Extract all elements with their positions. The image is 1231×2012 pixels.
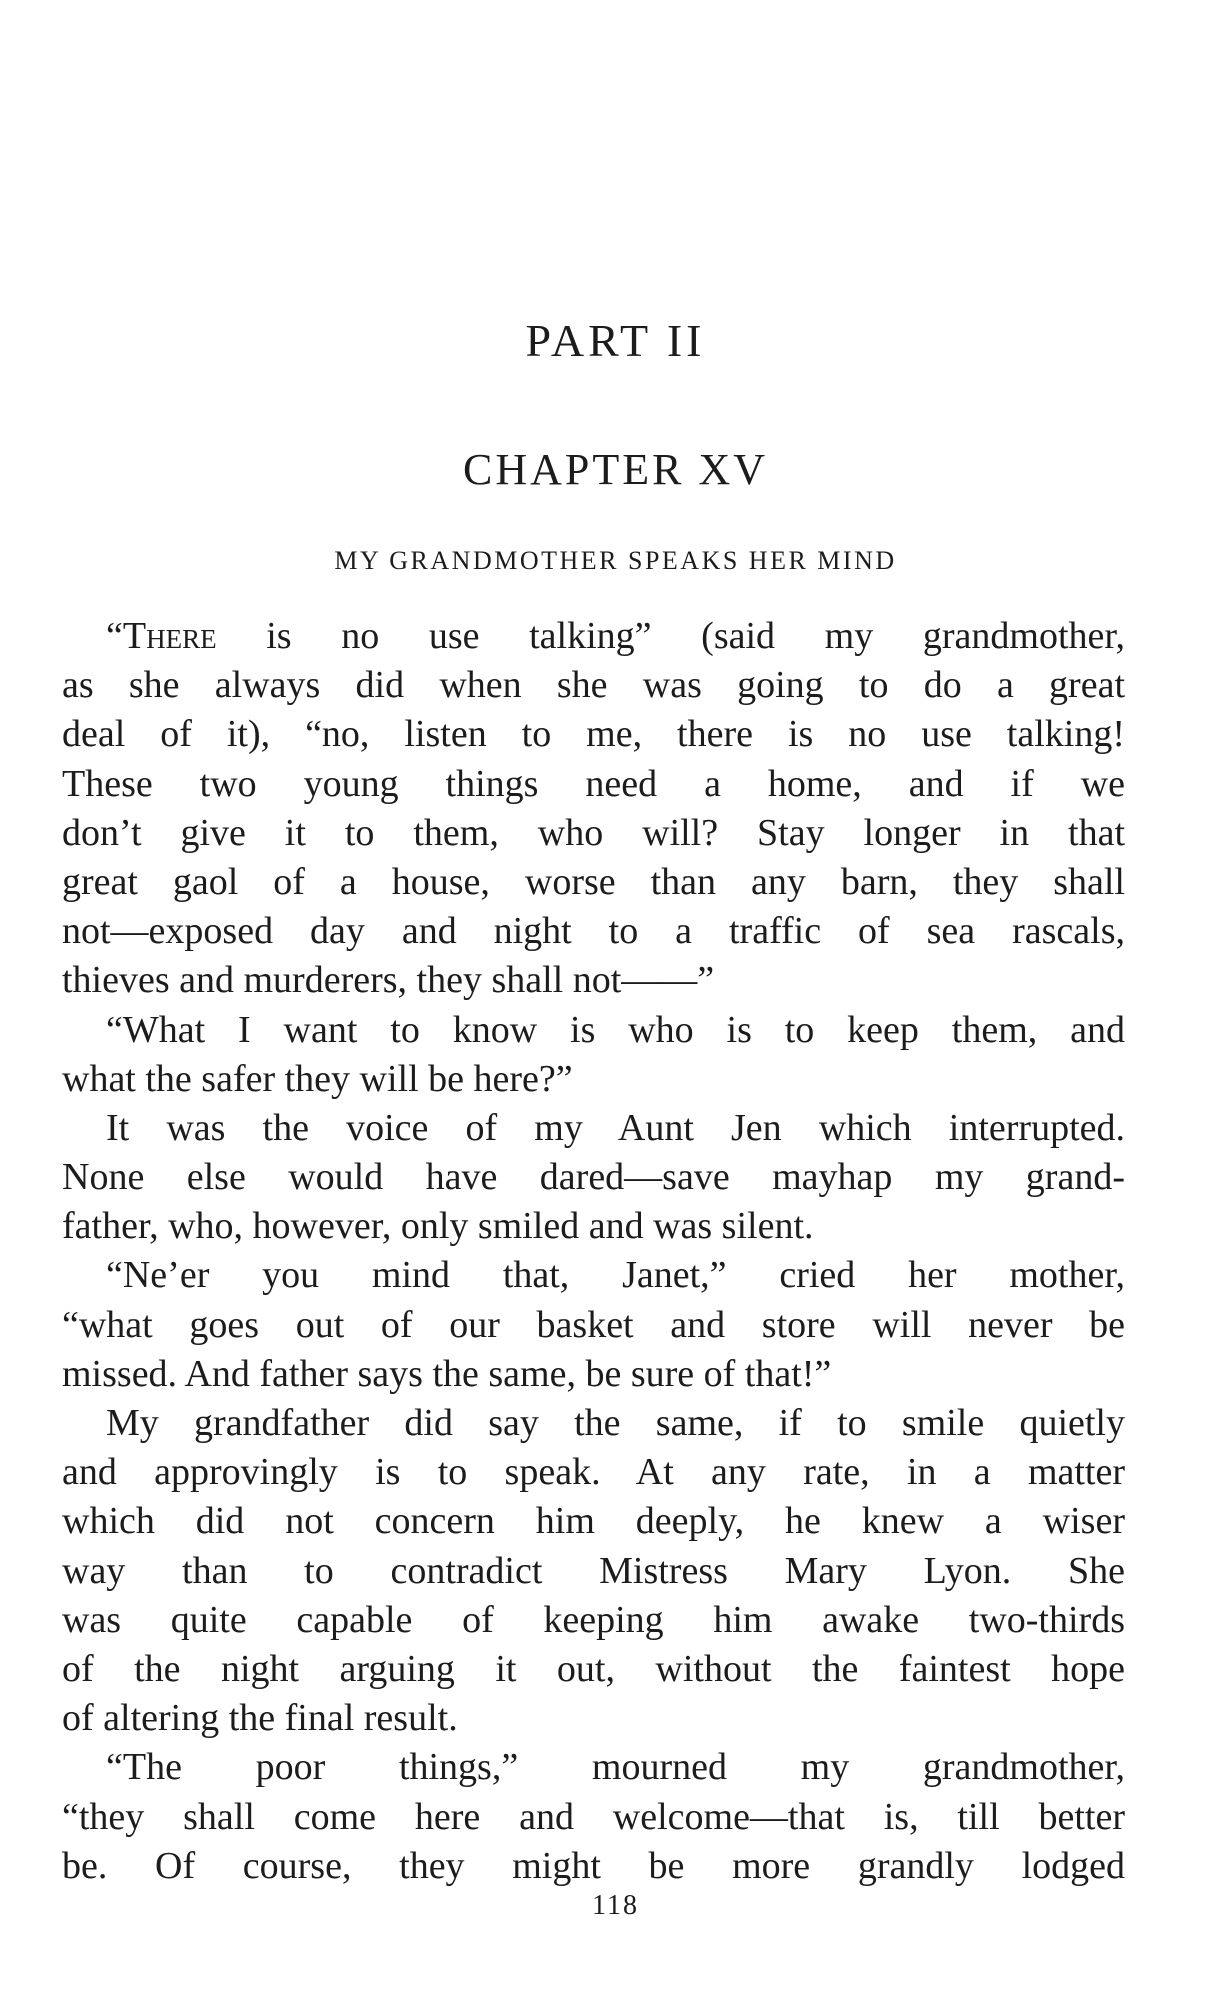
small-caps-word: There [122, 615, 217, 657]
text-line: not—exposed day and night to a traffic of sea rascals, [62, 910, 1125, 953]
text-line: “they shall come here and welcome—that is, till better [62, 1795, 1125, 1838]
text-line: which did not concern him deeply, he knew a wiser [62, 1500, 1125, 1543]
text-line: great gaol of a house, worse than any barn, they shall [62, 860, 1125, 903]
text-line: My grandfather did say the same, if to smile quietly [106, 1402, 1125, 1444]
text-line [62, 612, 1125, 661]
chapter-subtitle: MY GRANDMOTHER SPEAKS HER MIND [334, 546, 897, 575]
text-line: don’t give it to them, who will? Stay longer in that [62, 811, 1125, 854]
page-number: 118 [592, 1890, 639, 1921]
open-quote: “ [106, 615, 123, 657]
text-line: of the night arguing it out, without the faintest hope [62, 1647, 1125, 1690]
text-line: as she always did when she was going to do a great [62, 664, 1125, 707]
text-line: None else would have dared—save mayhap my grand- [62, 1156, 1125, 1199]
text-line: of altering the final result. [62, 1697, 458, 1740]
text-line: was quite capable of keeping him awake two-thirds [62, 1598, 1125, 1641]
text-line: These two young things need a home, and if we [62, 762, 1125, 805]
text-line: “What I want to know is who is to keep them, and [106, 1008, 1125, 1051]
chapter-title: CHAPTER XV [462, 445, 769, 494]
text-line: missed. And father says the same, be sure of that!” [62, 1352, 832, 1395]
text-line: deal of it), “no, listen to me, there is no use talking! [62, 713, 1125, 756]
part-title: PART II [525, 315, 706, 366]
first-line-rest: is no use talking” (said my grandmother, [216, 615, 1125, 657]
text-line: It was the voice of my Aunt Jen which interrupted. [106, 1106, 1125, 1149]
text-line: and approvingly is to speak. At any rate, in a matter [62, 1451, 1125, 1494]
text-line: father, who, however, only smiled and was silent. [62, 1205, 814, 1248]
text-line: “what goes out of our basket and store will never be [62, 1303, 1125, 1346]
text-line: what the safer they will be here?” [62, 1057, 573, 1100]
text-line: “Ne’er you mind that, Janet,” cried her mother, [106, 1254, 1125, 1297]
body-text [62, 612, 1125, 1891]
text-line: way than to contradict Mistress Mary Lyon. She [62, 1549, 1125, 1592]
text-line: “The poor things,” mourned my grandmother, [106, 1746, 1125, 1789]
text-line: thieves and murderers, they shall not——” [62, 959, 715, 1002]
text-line: be. Of course, they might be more grandly lodged [62, 1844, 1125, 1887]
